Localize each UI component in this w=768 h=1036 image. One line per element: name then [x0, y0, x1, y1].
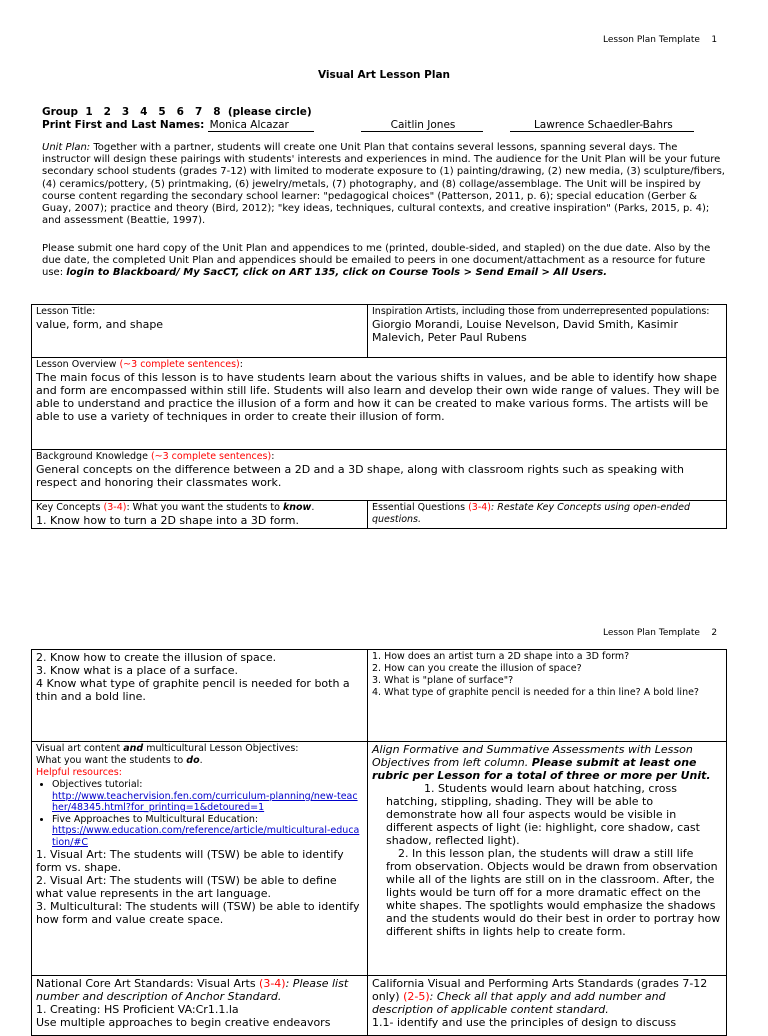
essential-questions-continued-cell: [368, 650, 727, 742]
resource-item: • Five Approaches to Multicultural Education: https://www.education.com/reference/article/multicultural-education/#C: [52, 814, 363, 849]
key-concept-item[interactable]: 2. Know how to create the illusion of space.: [36, 651, 277, 664]
name-field-3[interactable]: Lawrence Schaedler-Bahrs: [510, 119, 694, 132]
essential-question-item[interactable]: 3. What is "plane of surface"?: [372, 675, 514, 686]
essential-question-item[interactable]: 4. What type of graphite pencil is needed for a thin line? A bold line?: [372, 687, 699, 698]
name-field-2[interactable]: Caitlin Jones: [361, 119, 483, 132]
resource-item: • Objectives tutorial: http://www.teachervision.fen.com/curriculum-planning/new-teacher/48345.html?for_printing=1&detoured=1: [52, 779, 363, 814]
essential-question-item[interactable]: 1. How does an artist turn a 2D shape into a 3D form?: [372, 651, 630, 662]
inspiration-cell: [368, 305, 727, 358]
page-header: [603, 35, 717, 45]
objective-item[interactable]: 1. Visual Art: The students will (TSW) be able to identify form vs. shape.: [36, 848, 344, 874]
objectives-desc: What you want the students to do.: [36, 755, 203, 766]
name-field-1[interactable]: Monica Alcazar: [208, 119, 314, 132]
lesson-table-page1: [31, 304, 727, 529]
group-line: Group 1 2 3 4 5 6 7 8 (please circle): [42, 106, 312, 118]
overview-text[interactable]: The main focus of this lesson is to have students learn about the various shifts in values, and be able to identify how shape and form are encompassed within still life. Students will also learn and develop their own wide range of values. They will be able to understand and practice the illusion of a form and how it can be created to make various forms. The artists will be able to use a variety of techniques in order to create their illusion of form.: [36, 371, 720, 423]
national-standards-cell: [32, 976, 368, 1036]
document-title: Visual Art Lesson Plan: [317, 69, 451, 81]
key-concept-item[interactable]: 1. Know how to turn a 2D shape into a 3D form.: [36, 514, 300, 527]
page-header-2: [603, 628, 717, 638]
unit-plan-label: Unit Plan:: [42, 142, 91, 153]
national-standard-item[interactable]: Use multiple approaches to begin creative endeavors: [36, 1016, 331, 1029]
names-label: Print First and Last Names:: [42, 119, 205, 131]
key-concepts-cell: [32, 501, 368, 529]
helpful-resources-label: Helpful resources:: [36, 767, 122, 778]
assessment-item[interactable]: 1. Students would learn about hatching, cross hatching, stippling, shading. They will be able to demonstrate how all four aspects would be visible in different aspects of light (ie: highlight, core shadow, cast shadow, reflected light).: [386, 782, 700, 847]
page-number-2: 2: [711, 628, 718, 638]
key-concept-item[interactable]: 4 Know what type of graphite pencil is needed for both a thin and a bold line.: [36, 677, 350, 703]
key-concept-item[interactable]: 3. Know what is a place of a surface.: [36, 664, 239, 677]
overview-cell: [32, 358, 727, 450]
california-standards-label: California Visual and Performing Arts Standards (grades 7-12 only) (2-5): Check all that apply and add number and description of applicable content standard.: [372, 977, 708, 1016]
key-concepts-continued-cell: [32, 650, 368, 742]
overview-label: Lesson Overview (~3 complete sentences):: [36, 359, 243, 370]
inspiration-label: Inspiration Artists, including those from underrepresented populations:: [372, 306, 710, 317]
background-label: Background Knowledge (~3 complete sentences):: [36, 451, 275, 462]
essential-questions-label: Essential Questions (3-4): Restate Key Concepts using open-ended questions.: [372, 502, 690, 525]
objective-item[interactable]: 3. Multicultural: The students will (TSW) be able to identify how form and value create space.: [36, 900, 360, 926]
header-title: Lesson Plan Template: [603, 35, 700, 45]
california-standards-cell: [368, 976, 727, 1036]
lesson-table-page2: [31, 649, 727, 1036]
page-number: 1: [711, 35, 718, 45]
lesson-title-value[interactable]: value, form, and shape: [36, 318, 164, 331]
submit-text: Please submit one hard copy of the Unit Plan and appendices to me (printed, double-sided, and stapled) on the due date. Also by the due date, the completed Unit Plan and appendices should be emailed to peers in one document/attachment as a resource for future use:: [42, 243, 711, 279]
submit-paragraph: [42, 243, 728, 280]
national-standards-label: National Core Art Standards: Visual Arts (3-4): Please list number and description of Anchor Standard.: [36, 977, 349, 1003]
national-standard-item[interactable]: 1. Creating: HS Proficient VA:Cr1.1.la: [36, 1003, 239, 1016]
objectives-label: Visual art content and multicultural Lesson Objectives:: [36, 743, 299, 754]
assessment-item[interactable]: 2. In this lesson plan, the students will draw a still life from observation. Objects would be drawn from observation while all of the lights are still on in the classroom. After, the lights would be turn off for a more dramatic effect on the white shapes. The spotlights would emphasize the shadows and the students would do their best in order to portray how different shifts in lights help to create form.: [386, 847, 721, 938]
background-text[interactable]: General concepts on the difference between a 2D and a 3D shape, along with classroom rights such as speaking with respect and honoring their classmates work.: [36, 463, 685, 489]
lesson-title-label: Lesson Title:: [36, 306, 96, 317]
unit-plan-text: Together with a partner, students will create one Unit Plan that contains several lessons, spanning several days. The instructor will design these pairings with students' interests and experiences in mind. The audience for the Unit Plan will be your future secondary school students (grades 7-12) with limited to moderate exposure to (1) painting/drawing, (2) new media, (3) sculpture/fibers, (4) ceramics/pottery, (5) printmaking, (6) jewelry/metals, (7) photography, and (8) collage/assemblage. The Unit will be inspired by course content regarding the secondary school learner: "pedagogical choices" (Patterson, 2011, p. 6); special education (Gerber & Guay, 2007); practice and theory (Bird, 2012); "key ideas, techniques, cultural contexts, and creative inspiration" (Parks, 2015, p. 4); and assessment (Beattie, 1997).: [42, 142, 725, 227]
names-line: [42, 119, 694, 132]
background-cell: [32, 450, 727, 501]
unit-plan-paragraph: [42, 142, 728, 227]
california-standard-item[interactable]: 1.1- identify and use the principles of design to discuss: [372, 1016, 677, 1029]
submit-instructions: login to Blackboard/ My SacCT, click on ART 135, click on Course Tools > Send Email > All Users.: [66, 267, 608, 279]
assessments-cell: [368, 742, 727, 976]
assessments-label: Align Formative and Summative Assessments with Lesson Objectives from left column. Please submit at least one rubric per Lesson for a total of three or more per Unit.: [372, 743, 711, 782]
inspiration-value[interactable]: Giorgio Morandi, Louise Nevelson, David Smith, Kasimir Malevich, Peter Paul Rubens: [372, 318, 678, 344]
objectives-tutorial-link[interactable]: http://www.teachervision.fen.com/curriculum-planning/new-teacher/48345.html?for_printing=1&detoured=1: [52, 790, 358, 813]
key-concepts-label: Key Concepts (3-4): What you want the students to know.: [36, 502, 315, 513]
essential-question-item[interactable]: 2. How can you create the illusion of space?: [372, 663, 582, 674]
objectives-cell: [32, 742, 368, 976]
essential-questions-cell: [368, 501, 727, 529]
header-title-2: Lesson Plan Template: [603, 628, 700, 638]
lesson-title-cell: [32, 305, 368, 358]
multicultural-education-link[interactable]: https://www.education.com/reference/article/multicultural-education/#C: [52, 825, 360, 848]
resources-list: [36, 779, 363, 848]
objective-item[interactable]: 2. Visual Art: The students will (TSW) be able to define what value represents in the art language.: [36, 874, 337, 900]
